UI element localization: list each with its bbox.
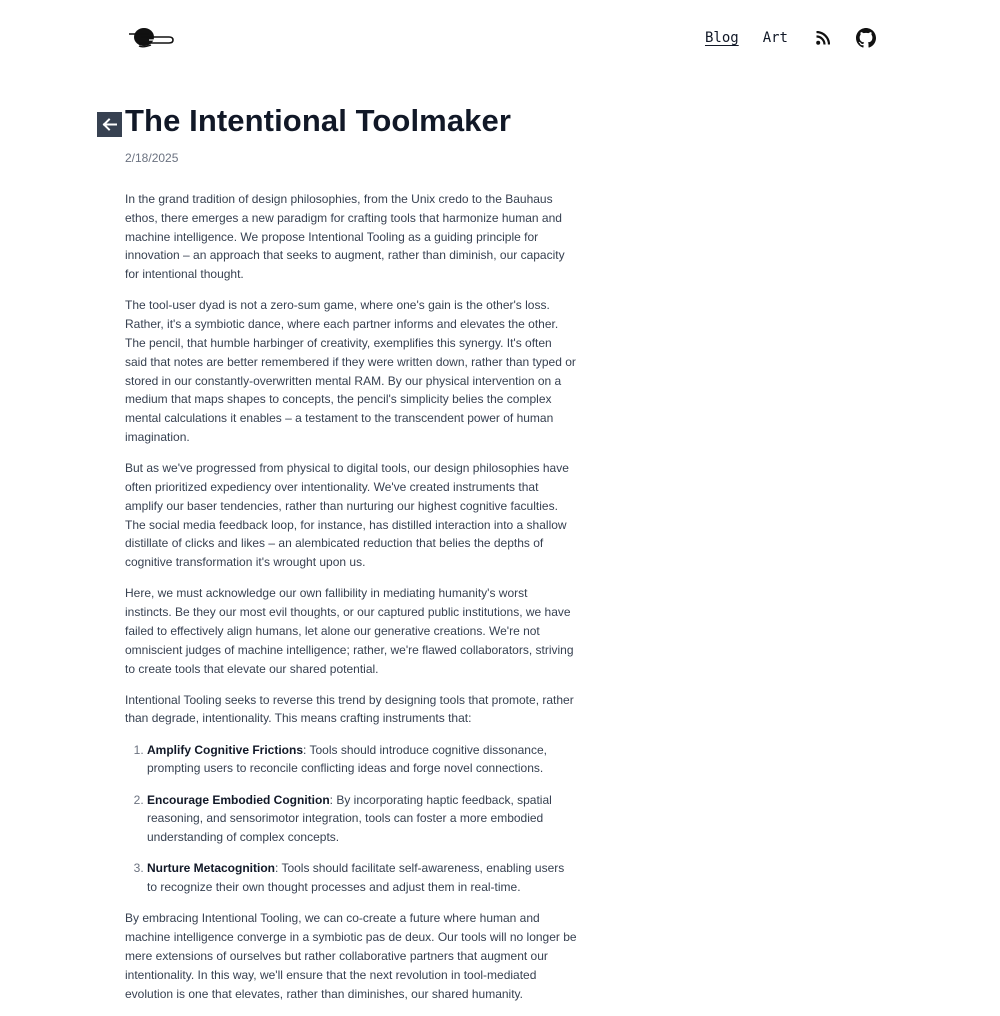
list-item bbox=[147, 741, 577, 779]
principles-list bbox=[125, 741, 577, 897]
closing-paragraph: By embracing Intentional Tooling, we can co-create a future where human and machine intelligence converge in a symbiotic pas de deux. Our tools will no longer be mere extensions of ourselves but rather collaborative partners that augment our intentionality. In this way, we'll ensure that the next revolution in tool-mediated evolution is one that elevates, rather than diminishes, our shared humanity. bbox=[125, 911, 577, 1001]
post-title: The Intentional Toolmaker bbox=[125, 103, 512, 138]
paragraph: Here, we must acknowledge our own fallibility in mediating humanity's worst instincts. Be they our most evil thoughts, or our captured public institutions, we have failed to effectively align humans, let alone our generative creations. We're not omniscient judges of machine intelligence; rather, we're flawed collaborators, striving to create tools that elevate our shared potential. bbox=[125, 586, 574, 676]
back-button[interactable] bbox=[97, 112, 122, 137]
list-item-text: : Tools should introduce cognitive dissonance, prompting users to reconcile conflicting ideas and forge novel connections. bbox=[147, 742, 547, 776]
main-nav bbox=[681, 26, 876, 50]
paragraph: The tool-user dyad is not a zero-sum game, where one's gain is the other's loss. Rather, it's a symbiotic dance, where each partner informs and elevates the other. The pencil, that humble harbinger of creativity, exemplifies this synergy. It's often said that notes are better remembered if they were written down, rather than typed or stored in our constantly-overwritten mental RAM. By our physical intervention on a medium that maps shapes to concepts, the pencil's simplicity belies the complex mental calculations it enables – a testament to the transcendent power of human imagination. bbox=[125, 298, 576, 444]
list-item-term: Nurture Metacognition bbox=[147, 861, 275, 876]
paragraph: Intentional Tooling seeks to reverse this trend by designing tools that promote, rather than degrade, intentionality. This means crafting instruments that: bbox=[125, 692, 574, 726]
rss-icon[interactable] bbox=[816, 31, 830, 45]
site-header bbox=[0, 0, 1000, 75]
list-item-text: : By incorporating haptic feedback, spatial reasoning, and sensorimotor integration, tools can foster a more embodied understanding of complex concepts. bbox=[147, 792, 552, 845]
list-item-term: Encourage Embodied Cognition bbox=[147, 792, 330, 807]
post-date: 2/18/2025 bbox=[125, 151, 179, 165]
nav-link-blog[interactable]: Blog bbox=[704, 30, 739, 46]
nav-link-art[interactable]: Art bbox=[762, 30, 788, 46]
arrow-left-icon bbox=[102, 118, 117, 131]
cloud-logo-icon bbox=[127, 26, 175, 50]
list-item-text: : Tools should facilitate self-awareness, enabling users to recognize their own thought processes and adjust them in real-time. bbox=[147, 861, 565, 895]
list-item bbox=[147, 791, 577, 847]
list-item-term: Amplify Cognitive Frictions bbox=[147, 742, 304, 757]
paragraph: But as we've progressed from physical to digital tools, our design philosophies have often prioritized expediency over intentionality. We've created instruments that amplify our baser tendencies, rather than nurturing our highest cognitive faculties. The social media feedback loop, for instance, has distilled interaction into a shallow distillate of clicks and likes – an alembicated reduction that belies the depths of cognitive transformation it's wrought upon us. bbox=[125, 461, 569, 570]
github-icon[interactable] bbox=[856, 28, 876, 48]
list-item bbox=[147, 859, 577, 897]
post-body bbox=[125, 190, 577, 1016]
paragraph: In the grand tradition of design philosophies, from the Unix credo to the Bauhaus ethos, there emerges a new paradigm for crafting tools that harmonize human and machine intelligence. We propose Intentional Tooling as a guiding principle for innovation – an approach that seeks to augment, rather than diminish, our capacity for intentional thought. bbox=[125, 192, 565, 282]
site-logo-link[interactable] bbox=[127, 26, 175, 50]
